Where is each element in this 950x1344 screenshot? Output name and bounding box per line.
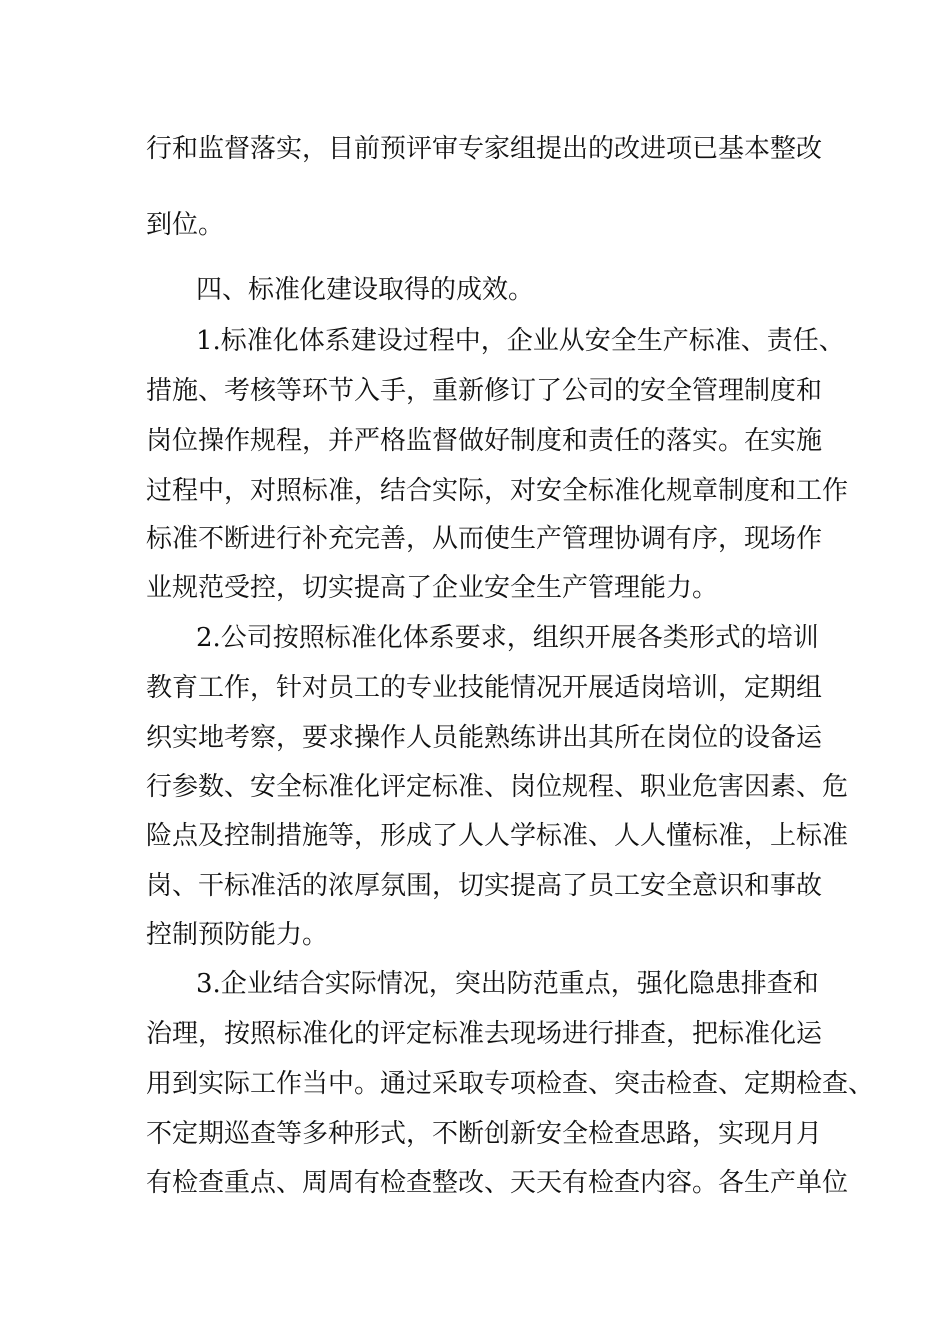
text-line: 措施、考核等环节入手，重新修订了公司的安全管理制度和 [146,376,823,406]
text-line: 3.企业结合实际情况，突出防范重点，强化隐患排查和 [196,969,819,999]
text-line: 2.公司按照标准化体系要求，组织开展各类形式的培训 [196,623,819,653]
text-line: 教育工作，针对员工的专业技能情况开展适岗培训，定期组 [146,673,823,703]
text-line: 治理，按照标准化的评定标准去现场进行排查，把标准化运 [146,1019,823,1049]
text-line: 标准不断进行补充完善，从而使生产管理协调有序，现场作 [146,524,823,554]
text-line: 行和监督落实，目前预评审专家组提出的改进项已基本整改 [146,134,823,164]
text-line: 1.标准化体系建设过程中，企业从安全生产标准、责任、 [196,326,845,356]
text-line: 到位。 [146,210,225,240]
text-line: 用到实际工作当中。通过采取专项检查、突击检查、定期检查、 [146,1069,875,1099]
section-heading: 四、标准化建设取得的成效。 [196,275,535,305]
text-line: 控制预防能力。 [146,920,329,950]
text-line: 岗位操作规程，并严格监督做好制度和责任的落实。在实施 [146,426,823,456]
text-line: 险点及控制措施等，形成了人人学标准、人人懂标准，上标准 [146,821,849,851]
text-line: 岗、干标准活的浓厚氛围，切实提高了员工安全意识和事故 [146,871,823,901]
text-line: 织实地考察，要求操作人员能熟练讲出其所在岗位的设备运 [146,723,823,753]
text-line: 不定期巡查等多种形式，不断创新安全检查思路，实现月月 [146,1119,823,1149]
text-line: 有检查重点、周周有检查整改、天天有检查内容。各生产单位 [146,1168,849,1198]
text-line: 过程中，对照标准，结合实际，对安全标准化规章制度和工作 [146,476,849,506]
text-line: 业规范受控，切实提高了企业安全生产管理能力。 [146,573,719,603]
text-line: 行参数、安全标准化评定标准、岗位规程、职业危害因素、危 [146,772,849,802]
